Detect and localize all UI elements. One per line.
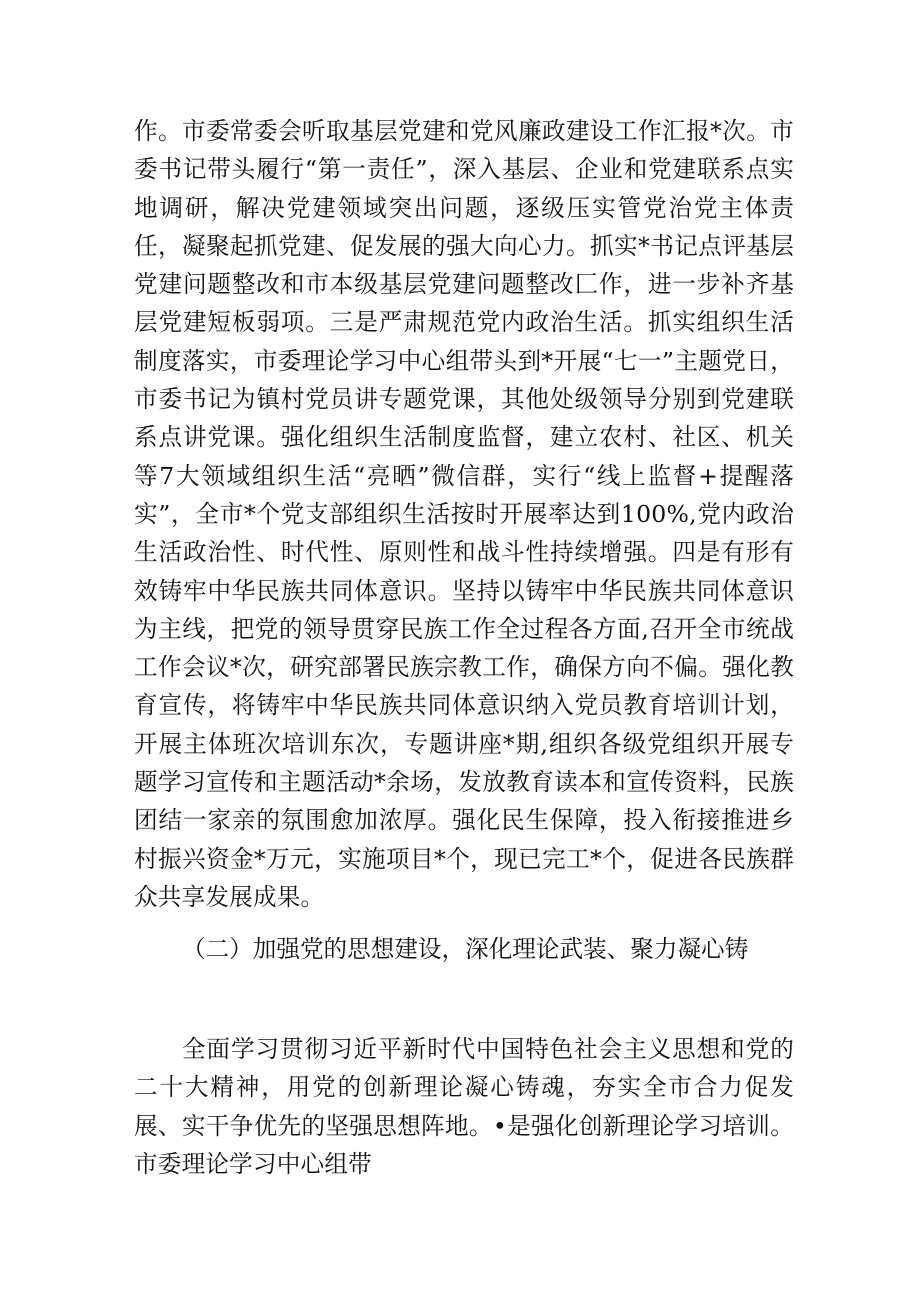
body-paragraph: 作。市委常委会听取基层党建和党风廉政建设工作汇报*次。市委书记带头履行“第一责任”，深入基层、企业和党建联系点实地调研，解决党建领域突出问题，逐级压实管党治党主体责任，凝聚起抓党建、促发展的强大向心力。抓实*书记点评基层党建问题整改和市本级基层党建问题整改匚作，进一步补齐基层党建短板弱项。三是严肃规范党内政治生活。抓实组织生活制度落实，市委理论学习中心组带头到*开展“七一”主题党日，市委书记为镇村党员讲专题党课，其他处级领导分别到党建联系点讲党课。强化组织生活制度监督，建立农村、社区、机关等7大领域组织生活“亮晒”微信群，实行“线上监督+提醒落实”，全市*个党支部组织生活按时开展率达到100%,党内政治生活政治性、时代性、原则性和战斗性持续增强。四是有形有效铸牢中华民族共同体意识。坚持以铸牢中华民族共同体意识为主线，把党的领导贯穿民族工作全过程各方面,召开全市统战工作会议*次，研究部署民族宗教工作，确保方向不偏。强化教育宣传，将铸牢中华民族共同体意识纳入党员教育培训计划，开展主体班次培训东次，专题讲座*期,组织各级党组织开展专题学习宣传和主题活动*余场，发放教育读本和宣传资料，民族团结一家亲的氛围愈加浓厚。强化民生保障，投入衔接推进乡村振兴资金*万元，实施项目*个，现已完工*个，促进各民族群众共享发展成果。 bbox=[134, 117, 794, 911]
body-paragraph: 全面学习贯彻习近平新时代中国特色社会主义思想和党的二十大精神，用党的创新理论凝心铸魂，夯实全市合力促发展、实干争优先的坚强思想阵地。•是强化创新理论学习培训。市委理论学习中心组带 bbox=[134, 1035, 794, 1178]
section-heading: （二）加强党的思想建设，深化理论武装、聚力凝心铸 bbox=[182, 935, 749, 963]
